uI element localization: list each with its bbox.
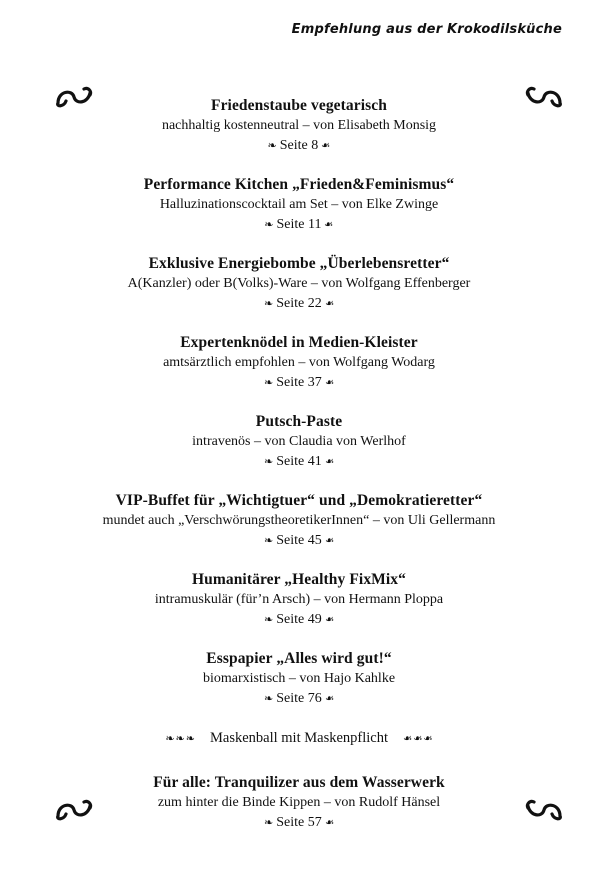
entry-description: nachhaltig kostenneutral – von Elisabeth Monsig bbox=[161, 118, 437, 133]
leaf-icon: ❧ bbox=[324, 377, 334, 389]
page-header: Empfehlung aus der Krokodilsküche bbox=[291, 22, 562, 37]
entry-title: Friedenstaube vegetarisch bbox=[211, 97, 387, 114]
entry-title: Esspapier „Alles wird gut!“ bbox=[206, 650, 392, 667]
page-label: Seite 8 bbox=[279, 138, 319, 153]
entry-title: Performance Kitchen „Frieden&Feminismus“ bbox=[143, 176, 455, 193]
entry-title: Für alle: Tranquilizer aus dem Wasserwerk bbox=[153, 774, 445, 791]
page-label: Seite 37 bbox=[276, 375, 322, 390]
entry-page-ref bbox=[0, 452, 598, 472]
leaf-icon: ❧ bbox=[324, 456, 334, 468]
page-label: Seite 22 bbox=[276, 296, 322, 311]
page-label: Seite 41 bbox=[276, 454, 322, 469]
leaf-icon: ❧ bbox=[264, 693, 274, 705]
leaf-icon: ❧ bbox=[264, 298, 274, 310]
leaf-icon: ❧ bbox=[267, 140, 277, 152]
entry-description: biomarxistisch – von Hajo Kahlke bbox=[202, 671, 396, 686]
leaf-icon: ❧ bbox=[264, 817, 274, 829]
entry-page-ref bbox=[0, 610, 598, 630]
entry-page-ref bbox=[0, 813, 598, 833]
entry-page-ref bbox=[0, 215, 598, 235]
entry-title: VIP-Buffet für „Wichtigtuer“ und „Demokratieretter“ bbox=[115, 492, 483, 509]
entry-page-ref bbox=[0, 294, 598, 314]
menu-entry bbox=[0, 96, 598, 175]
page-label: Seite 57 bbox=[276, 815, 322, 830]
leaf-icon: ❧ bbox=[264, 456, 274, 468]
leaf-icon: ❧ bbox=[264, 535, 274, 547]
leaf-ornament-icon: ❧❧❧ bbox=[165, 733, 196, 745]
menu-entry bbox=[0, 773, 598, 852]
leaf-icon: ❧ bbox=[264, 614, 274, 626]
page-label: Seite 49 bbox=[276, 612, 322, 627]
menu-entry bbox=[0, 254, 598, 333]
leaf-ornament-icon: ❧❧❧ bbox=[402, 733, 433, 745]
entry-description: A(Kanzler) oder B(Volks)-Ware – von Wolfgang Effenberger bbox=[127, 276, 471, 291]
entry-description: mundet auch „VerschwörungstheoretikerInnen“ – von Uli Gellermann bbox=[102, 513, 496, 528]
entry-title: Humanitärer „Healthy FixMix“ bbox=[191, 571, 407, 588]
entry-description: intramuskulär (für’n Arsch) – von Hermann Ploppa bbox=[154, 592, 444, 607]
entry-description: intravenös – von Claudia von Werlhof bbox=[192, 434, 406, 449]
divider-text: Maskenball mit Maskenpflicht bbox=[210, 730, 388, 746]
leaf-icon: ❧ bbox=[264, 219, 274, 231]
leaf-icon: ❧ bbox=[324, 298, 334, 310]
leaf-icon: ❧ bbox=[264, 377, 274, 389]
menu-entry bbox=[0, 175, 598, 254]
page-label: Seite 76 bbox=[276, 691, 322, 706]
leaf-icon: ❧ bbox=[321, 140, 331, 152]
entry-description: zum hinter die Binde Kippen – von Rudolf Hänsel bbox=[157, 795, 441, 810]
menu-list bbox=[0, 96, 598, 852]
entry-description: Halluzinationscocktail am Set – von Elke Zwinge bbox=[159, 197, 439, 212]
entry-page-ref bbox=[0, 136, 598, 156]
entry-title: Exklusive Energiebombe „Überlebensretter“ bbox=[148, 255, 450, 272]
entry-title: Putsch-Paste bbox=[255, 413, 343, 430]
entry-page-ref bbox=[0, 373, 598, 393]
menu-entry bbox=[0, 570, 598, 649]
menu-entry bbox=[0, 491, 598, 570]
section-divider bbox=[0, 728, 598, 773]
leaf-icon: ❧ bbox=[324, 693, 334, 705]
leaf-icon: ❧ bbox=[324, 817, 334, 829]
page-label: Seite 45 bbox=[276, 533, 322, 548]
menu-entry bbox=[0, 333, 598, 412]
entry-page-ref bbox=[0, 689, 598, 709]
leaf-icon: ❧ bbox=[324, 219, 334, 231]
entry-title: Expertenknödel in Medien-Kleister bbox=[180, 334, 418, 351]
leaf-icon: ❧ bbox=[324, 535, 334, 547]
entry-description: amtsärztlich empfohlen – von Wolfgang Wodarg bbox=[163, 355, 435, 370]
leaf-icon: ❧ bbox=[324, 614, 334, 626]
page-label: Seite 11 bbox=[276, 217, 322, 232]
menu-entry bbox=[0, 412, 598, 491]
entry-page-ref bbox=[0, 531, 598, 551]
menu-entry bbox=[0, 649, 598, 728]
